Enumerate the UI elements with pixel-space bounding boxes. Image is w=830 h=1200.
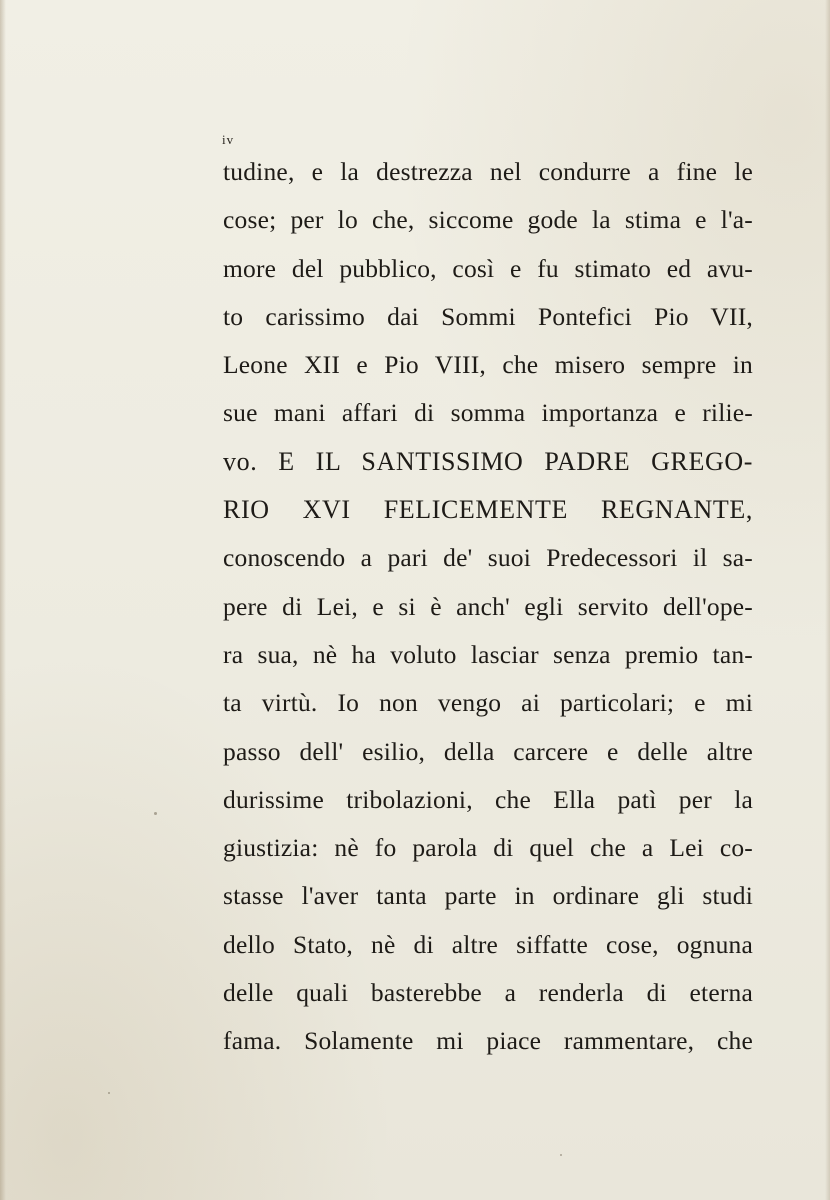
- text-line: tudine, e la destrezza nel condurre a fine le: [223, 157, 753, 186]
- paper-speck: [560, 1154, 562, 1156]
- text-line: fama. Solamente mi piace rammentare, che: [223, 1026, 753, 1056]
- body-text: [223, 148, 753, 1066]
- text-line: RIO XVI FELICEMENTE REGNANTE,: [223, 495, 753, 525]
- text-line: pere di Lei, e si è anch' egli servito dell'ope-: [223, 591, 753, 621]
- text-line: conoscendo a pari de' suoi Predecessori il sa-: [223, 543, 753, 573]
- text-line: vo. E IL SANTISSIMO PADRE GREGO-: [223, 446, 753, 476]
- paper-speck: [154, 812, 157, 815]
- page-number: iv: [222, 132, 235, 147]
- text-line: ta virtù. Io non vengo ai particolari; e mi: [223, 688, 753, 718]
- text-line: cose; per lo che, siccome gode la stima e l'a-: [223, 205, 753, 235]
- page-right-edge-shadow: [825, 0, 830, 1200]
- paper-speck: [108, 1092, 110, 1094]
- text-line: dello Stato, nè di altre siffatte cose, ognuna: [223, 929, 753, 959]
- text-line: passo dell' esilio, della carcere e delle altre: [223, 736, 753, 766]
- text-line: Leone XII e Pio VIII, che misero sempre in: [223, 350, 753, 380]
- page-left-edge-shadow: [0, 0, 6, 1200]
- text-line: sue mani affari di somma importanza e rilie-: [223, 398, 753, 428]
- text-line: ra sua, nè ha voluto lasciar senza premio tan-: [223, 639, 753, 669]
- text-line: durissime tribolazioni, che Ella patì per la: [223, 784, 753, 814]
- text-line: stasse l'aver tanta parte in ordinare gli studi: [223, 881, 753, 911]
- text-line: to carissimo dai Sommi Pontefici Pio VII,: [223, 301, 753, 331]
- text-line: more del pubblico, così e fu stimato ed avu-: [223, 253, 753, 283]
- text-line: delle quali basterebbe a renderla di eterna: [223, 978, 753, 1008]
- text-line: giustizia: nè fo parola di quel che a Lei co-: [223, 833, 753, 863]
